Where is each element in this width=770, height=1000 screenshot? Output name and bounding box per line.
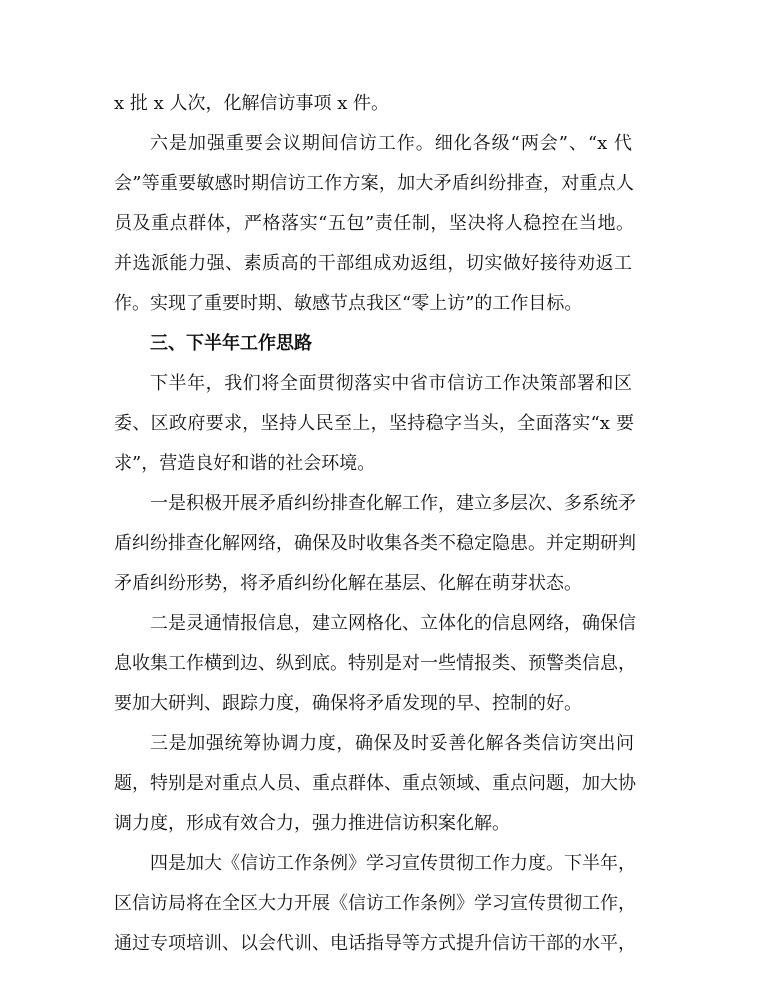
- text-line: 作。实现了重要时期、敏感节点我区“零上访”的工作目标。: [114, 293, 583, 314]
- text-line: 息收集工作横到边、纵到底。特别是对一些情报类、预警类信息，: [114, 653, 636, 674]
- text-line: 四是加大《信访工作条例》学习宣传贯彻工作力度。下半年，: [150, 853, 636, 874]
- text-line: 矛盾纠纷形势，将矛盾纠纷化解在基层、化解在萌芽状态。: [114, 573, 582, 594]
- text-line: 三是加强统筹协调力度，确保及时妥善化解各类信访突出问: [150, 733, 634, 754]
- text-line: 六是加强重要会议期间信访工作。细化各级“两会”、“x 代: [150, 133, 632, 154]
- text-line: 题，特别是对重点人员、重点群体、重点领域、重点问题，加大协: [114, 773, 636, 794]
- text-line: 区信访局将在全区大力开展《信访工作条例》学习宣传贯彻工作，: [114, 893, 636, 914]
- text-line: 调力度，形成有效合力，强力推进信访积案化解。: [114, 813, 510, 834]
- text-line: 二是灵通情报信息，建立网格化、立体化的信息网络，确保信: [150, 613, 636, 634]
- text-line: 委、区政府要求，坚持人民至上，坚持稳字当头，全面落实“x 要: [114, 413, 634, 434]
- text-line: 并选派能力强、素质高的干部组成劝返组，切实做好接待劝返工: [114, 253, 632, 274]
- text-line: 盾纠纷排查化解网络，确保及时收集各类不稳定隐患。并定期研判: [114, 533, 636, 554]
- text-line: 求”，营造良好和谐的社会环境。: [114, 453, 376, 474]
- text-line: 下半年，我们将全面贯彻落实中省市信访工作决策部署和区: [150, 373, 632, 394]
- text-line: 会”等重要敏感时期信访工作方案，加大矛盾纠纷排查，对重点人: [114, 173, 634, 194]
- text-line: 员及重点群体，严格落实“五包”责任制，坚决将人稳控在当地。: [114, 213, 634, 234]
- text-line: x 批 x 人次，化解信访事项 x 件。: [114, 93, 390, 114]
- text-line: 一是积极开展矛盾纠纷排查化解工作，建立多层次、多系统矛: [150, 493, 636, 514]
- section-heading: 三、下半年工作思路: [150, 333, 312, 354]
- text-line: 要加大研判、跟踪力度，确保将矛盾发现的早、控制的好。: [114, 693, 582, 714]
- text-line: 通过专项培训、以会代训、电话指导等方式提升信访干部的水平，: [114, 933, 636, 954]
